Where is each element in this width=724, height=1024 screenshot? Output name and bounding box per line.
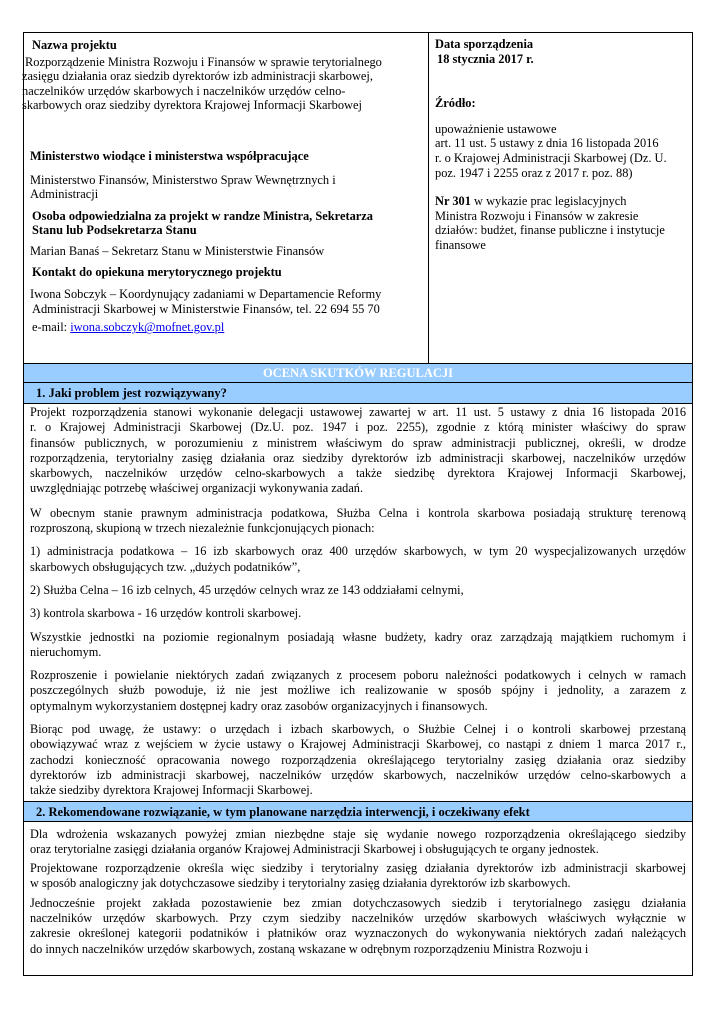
project-name-line: naczelników urzędów skarbowych i naczelników urzędów celno- <box>22 83 346 98</box>
paragraph-line: Projekt rozporządzenia stanowi wykonanie delegacji ustawowej zawartej w art. 11 ust. 5 ustawy z dnia 16 listopada 2016 <box>30 405 686 419</box>
paragraph <box>30 861 686 892</box>
paragraph-line: skarbowych obsługujących tzw. „dużych podatników”, <box>30 559 301 574</box>
legislative-number <box>435 180 686 252</box>
ministry-label: Ministerstwo wiodące i ministerstwa współpracujące <box>30 148 309 163</box>
paragraph-line: 1) administracja podatkowa – 16 izb skarbowych oraz 400 urzędów skarbowych, w tym 20 wyspecjalizowanych urzędów <box>30 544 686 559</box>
section-1-heading: 1. Jaki problem jest rozwiązywany? <box>24 383 692 404</box>
section-2-paragraphs <box>30 827 686 957</box>
ministry-line: Administracji <box>30 187 99 202</box>
paragraph-line: obowiązywać wraz z wejściem w życie ustawy o Krajowej Administracji Skarbowej, co nastąpi z dniem 1 marca 2017 r., <box>30 737 686 752</box>
ministry-line: Ministerstwo Finansów, Ministerstwo Spraw Wewnętrznych i <box>30 172 336 187</box>
nr-line: finansowe <box>435 237 486 252</box>
paragraph-line: uwzględniając potrzebę właściwej organizacji wykonywania zadań. <box>30 481 364 496</box>
paragraph-line: poszczególnych służb powoduje, iż nie jest możliwe ich realizowanie w sposób spójny i jednolity, a zarazem z <box>30 683 686 698</box>
nr-line <box>435 194 686 209</box>
source-line: art. 11 ust. 5 ustawy z dnia 16 listopada 2016 <box>435 136 659 151</box>
project-name-line: zasięgu działania oraz siedzib dyrektorów izb administracji skarbowej, <box>22 69 373 84</box>
contact-label: Kontakt do opiekuna merytorycznego projektu <box>32 264 282 279</box>
email-prefix: e-mail: <box>32 320 71 335</box>
header-table <box>24 33 692 364</box>
paragraph <box>30 722 686 798</box>
paragraph-line: Dla wdrożenia wskazanych powyżej zmian niezbędne staje się wydanie nowego rozporządzenia określającego siedziby <box>30 826 686 841</box>
nr-line: działów: budżet, finanse publiczne i instytucje <box>435 223 665 238</box>
ministry-value <box>24 164 428 202</box>
paragraph-line: optymalnym wykorzystaniem dostępnej kadry oraz zasobów organizacyjnych i finansowych. <box>30 698 488 713</box>
paragraph-line: do innych naczelników urzędów skarbowych, zostaną wskazane w odrębnym rozporządzeniu Ministra Rozwoju i <box>30 941 589 956</box>
source-label: Źródło: <box>435 96 476 111</box>
email-link[interactable]: iwona.sobczyk@mofnet.gov.pl <box>70 320 225 335</box>
paragraph <box>30 405 686 497</box>
paragraph <box>30 606 686 621</box>
responsible-value: Marian Banaś – Sekretarz Stanu w Ministerstwie Finansów <box>30 243 325 258</box>
paragraph-line: finansów publicznych, w porozumieniu z ministrem właściwym do spraw administracji publicznej, określi, w drodze <box>30 435 686 450</box>
paragraph-line: nieruchomym. <box>30 644 102 659</box>
source-line: poz. 1947 i 2255 oraz z 2017 r. poz. 88) <box>435 165 633 180</box>
paragraph-line: Rozproszenie i powielanie niektórych zadań związanych z procesem poboru należności podatkowych i celnych w ramach <box>30 668 686 683</box>
paragraph-line: Wszystkie jednostki na poziomie regionalnym posiadają własne budżety, kadry oraz zarządzają majątkiem ruchomym i <box>30 629 686 644</box>
paragraph <box>30 544 686 575</box>
paragraph-line: naczelników urzędów skarbowych. Przy czym siedziby naczelników urzędów skarbowych właściwych wyłącznie w <box>30 911 686 926</box>
paragraph-line: 3) kontrola skarbowa - 16 urzędów kontroli skarbowej. <box>30 606 302 621</box>
project-name-line: skarbowych oraz siedziby dyrektora Krajowej Informacji Skarbowej <box>22 98 362 113</box>
section-2-body <box>24 822 692 957</box>
paragraph <box>30 896 686 957</box>
nr-line: Ministra Rozwoju i Finansów w zakresie <box>435 208 639 223</box>
nr-first: w wykazie prac legislacyjnych <box>470 194 627 209</box>
paragraph-line: Jednocześnie projekt zakłada pozostawienie bez zmian dotychczasowych siedzib i terytorialnego zasięgu działania <box>30 895 686 910</box>
project-name <box>24 53 428 113</box>
paragraph-line: Biorąc pod uwagę, że ustawy: o urzędach i izbach skarbowych, o Służbie Celnej i o kontroli skarbowej przestaną <box>30 722 686 737</box>
responsible-label-line: Stanu lub Podsekretarza Stanu <box>32 223 197 238</box>
section-1-paragraphs <box>30 405 686 799</box>
paragraph-line: oraz terytorialne zasięgi działania organów Krajowej Administracji Skarbowej i obsługujących te organy jednostek. <box>30 841 599 856</box>
paragraph-line: także siedziby dyrektora Krajowej Informacji Skarbowej. <box>30 783 313 798</box>
section-1-body <box>24 405 692 799</box>
contact-email-row <box>24 316 428 335</box>
responsible-label <box>24 202 428 238</box>
paragraph-line: zachodzi konieczność opracowania nowego rozporządzenia określającego terytorialny zasięg działania oraz siedziby <box>30 752 686 767</box>
paragraph-line: Projektowane rozporządzenie określa więc siedziby i terytorialny zasięg działania dyrektorów izb administracji skarbowej <box>30 861 686 876</box>
paragraph <box>30 827 686 858</box>
paragraph-line: w sposób analogiczny jak dotychczasowe siedziby i terytorialny zasięg działania dyrektorów izb skarbowych. <box>30 876 571 891</box>
paragraph-line: skarbowych, naczelników urzędów celno-skarbowych a także siedzibę dyrektora Krajowej Informacji Skarbowej, <box>30 466 686 481</box>
responsible-label-line: Osoba odpowiedzialna za projekt w randze Ministra, Sekretarza <box>32 208 373 223</box>
project-name-line: Rozporządzenie Ministra Rozwoju i Finansów w sprawie terytorialnego <box>25 54 382 69</box>
contact-value <box>24 279 428 316</box>
osr-form <box>23 32 693 976</box>
ocena-skutkow-heading: OCENA SKUTKÓW REGULACJI <box>24 364 692 383</box>
source-value <box>435 111 686 180</box>
paragraph-line: rozporządzenia, terytorialny zasięg działania oraz siedziby dyrektorów izb administracji skarbowej, naczelników urzędów <box>30 450 686 465</box>
date-value: 18 stycznia 2017 r. <box>437 51 534 66</box>
header-left-column <box>24 33 429 363</box>
contact-line: Iwona Sobczyk – Koordynujący zadaniami w Departamencie Reformy <box>30 287 382 302</box>
paragraph <box>30 506 686 537</box>
paragraph <box>30 583 686 598</box>
paragraph-line: W obecnym stanie prawnym administracja podatkowa, Służba Celna i kontrola skarbowa posiadają strukturę terenową <box>30 505 686 520</box>
date-label: Data sporządzenia <box>435 37 534 51</box>
source-line: r. o Krajowej Administracji Skarbowej (Dz. U. <box>435 150 667 165</box>
header-right-column <box>429 33 692 363</box>
paragraph-line: zakresie określonej kategorii podatników i płatników oraz wyznaczonych do wykonywania niektórych zadań należących <box>30 926 686 941</box>
nr-bold: Nr 301 <box>435 194 471 209</box>
paragraph-line: dyrektorów izb administracji skarbowej, naczelników urzędów skarbowych, naczelników urzędów celno-skarbowych a <box>30 767 686 782</box>
paragraph-line: 2) Służba Celna – 16 izb celnych, 45 urzędów celnych wraz ze 143 oddziałami celnymi, <box>30 582 464 597</box>
paragraph <box>30 630 686 661</box>
project-name-label: Nazwa projektu <box>32 38 117 52</box>
section-2-heading: 2. Rekomendowane rozwiązanie, w tym planowane narzędzia interwencji, i oczekiwany efekt <box>24 801 692 822</box>
paragraph-line: rozproszoną, skupioną w trzech niezależnie funkcjonujących pionach: <box>30 521 375 536</box>
source-line: upoważnienie ustawowe <box>435 121 557 136</box>
paragraph <box>30 668 686 714</box>
paragraph-line: r. o Krajowej Administracji Skarbowej (Dz.U. poz. 1947 i poz. 2255), zgodnie z którą minister właściwy do spraw <box>30 420 686 435</box>
contact-line: Administracji Skarbowej w Ministerstwie Finansów, tel. 22 694 55 70 <box>32 301 380 316</box>
